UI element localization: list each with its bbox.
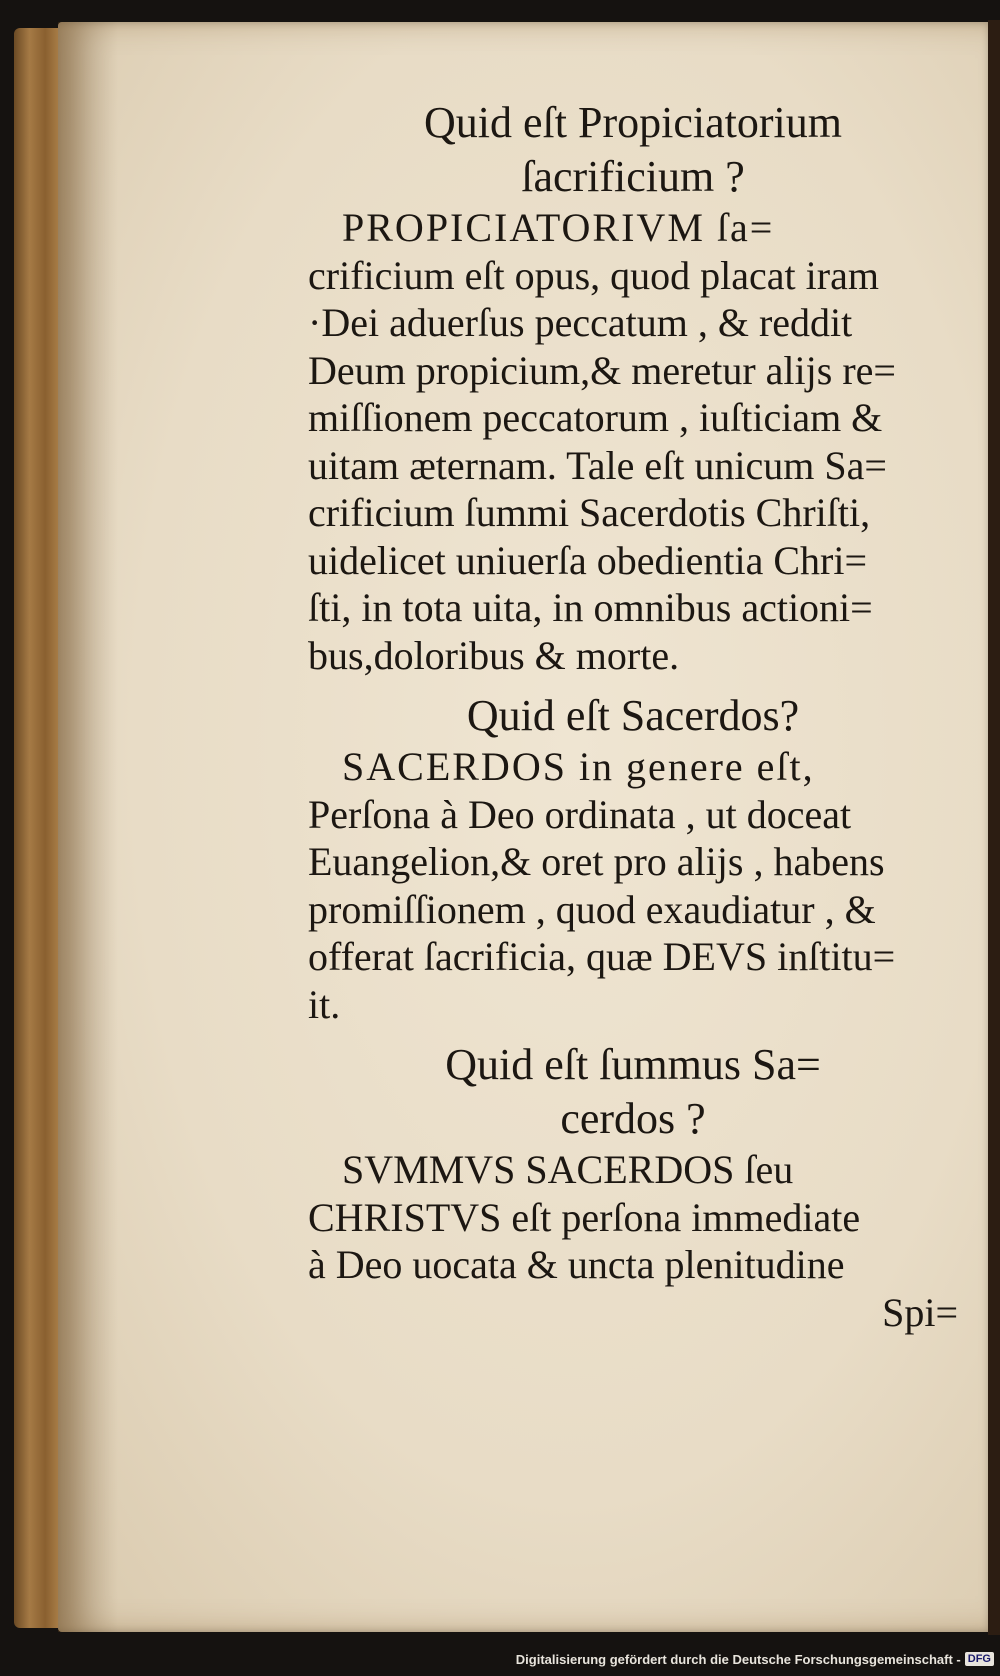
credit-text: Digitalisierung gefördert durch die Deutsche Forschungsgemeinschaft - bbox=[515, 1651, 961, 1667]
digitization-credit bbox=[516, 1648, 994, 1670]
text-line: CHRISTVS eſt perſona immediate bbox=[308, 1194, 861, 1240]
text-line: uitam æternam. Tale eſt unicum Sa= bbox=[308, 442, 887, 488]
paragraph-sacerdos bbox=[308, 743, 958, 1028]
text-line: Deum propicium,& meretur alijs re= bbox=[308, 347, 896, 393]
text-line: miſſionem peccatorum , iuſticiam & bbox=[308, 395, 883, 440]
text-line: promiſſionem , quod exaudiatur , & bbox=[308, 886, 876, 932]
heading-sacerdos bbox=[308, 689, 958, 743]
page-text bbox=[308, 96, 958, 1336]
heading-line: Quid eſt ſummus Sa= bbox=[445, 1040, 821, 1089]
gutter-shadow bbox=[58, 22, 118, 1632]
text-line: offerat ſacrificia, quæ DEVS inſtitu= bbox=[308, 934, 896, 979]
paragraph-propiciatorium bbox=[308, 204, 958, 679]
text-line: SVMMVS SACERDOS ſeu bbox=[342, 1147, 794, 1192]
text-line: it. bbox=[308, 981, 341, 1027]
catchword: Spi= bbox=[882, 1289, 958, 1335]
paragraph-summus-sacerdos bbox=[308, 1146, 958, 1336]
text-line: à Deo uocata & uncta plenitudine bbox=[308, 1242, 845, 1287]
text-line: bus,doloribus & morte. bbox=[308, 632, 680, 678]
heading-line: cerdos ? bbox=[560, 1094, 706, 1143]
text-line: ·Dei aduerſus peccatum , & reddit bbox=[308, 300, 853, 345]
binding-edge bbox=[988, 20, 1000, 1635]
text-line: PROPICIATORIVM ſa= bbox=[342, 205, 775, 250]
heading-line: Quid eſt Propiciatorium bbox=[424, 98, 842, 147]
heading-line: ſacrificium ? bbox=[521, 152, 745, 201]
heading-propiciatorium bbox=[308, 96, 958, 204]
text-line: Perſona à Deo ordinata , ut doceat bbox=[308, 791, 852, 837]
text-line: crificium ſummi Sacerdotis Chriſti, bbox=[308, 490, 871, 535]
text-line: Euangelion,& oret pro alijs , habens bbox=[308, 839, 885, 884]
dfg-logo: DFG bbox=[965, 1652, 994, 1666]
text-line: SACERDOS in genere eſt, bbox=[342, 744, 815, 789]
heading-summus-sacerdos bbox=[308, 1038, 958, 1146]
text-line: ſti, in tota uita, in omnibus actioni= bbox=[308, 585, 873, 630]
text-line: crificium eſt opus, quod placat iram bbox=[308, 252, 879, 298]
text-line: uidelicet uniuerſa obedientia Chri= bbox=[308, 537, 868, 583]
heading-line: Quid eſt Sacerdos? bbox=[466, 691, 800, 740]
